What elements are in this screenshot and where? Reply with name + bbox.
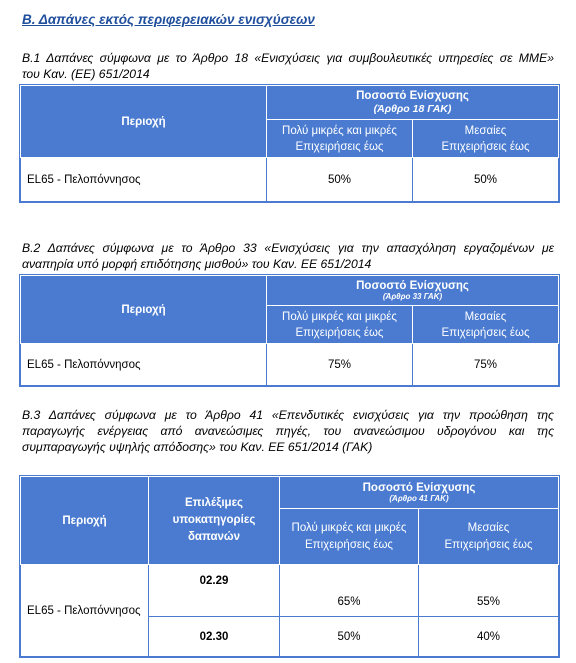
cell-medium: 50% bbox=[413, 158, 559, 202]
intro-line: Β.3 Δαπάνες σύμφωνα με το Άρθρο 41 «Επενδυτικές ενισχύσεις για την προώθηση της bbox=[22, 408, 554, 422]
cell-code: 02.29 bbox=[149, 565, 280, 617]
table-b1 bbox=[20, 85, 559, 202]
cell-region: EL65 - Πελοπόννησος bbox=[21, 344, 267, 386]
header-rate bbox=[267, 276, 559, 306]
intro-line: συμπαραγωγής υψηλής απόδοσης» του Καν. ΕΕ 651/2014 (ΓΑΚ) bbox=[22, 440, 373, 454]
cell-region: EL65 - Πελοπόννησος bbox=[21, 158, 267, 202]
section-b1-intro bbox=[22, 50, 554, 82]
header-small: Πολύ μικρές και μικρές Επιχειρήσεις έως bbox=[280, 509, 419, 565]
intro-line: αναπηρία υπό μορφή επιδότησης μισθού» του Καν. ΕΕ 651/2014 bbox=[22, 257, 372, 271]
header-rate-sub: (Άρθρο 18 ΓΑΚ) bbox=[373, 102, 452, 115]
cell-code: 02.30 bbox=[149, 617, 280, 657]
table-row bbox=[21, 565, 559, 617]
header-region: Περιοχή bbox=[21, 477, 149, 565]
header-rate-label: Ποσοστό Ενίσχυσης bbox=[356, 89, 469, 102]
header-small: Πολύ μικρές και μικρές Επιχειρήσεις έως bbox=[267, 120, 413, 158]
intro-line: παραγωγής ενέργειας από ανανεώσιμες πηγές, του ανανεώσιμου υδρογόνου και της bbox=[22, 424, 554, 438]
intro-line: Β.1 Δαπάνες σύμφωνα με το Άρθρο 18 «Ενισχύσεις για συμβουλευτικές υπηρεσίες σε ΜΜΕ» bbox=[22, 51, 554, 65]
section-b3-intro bbox=[22, 407, 554, 455]
header-rate-label: Ποσοστό Ενίσχυσης bbox=[362, 481, 476, 494]
intro-line: Β.2 Δαπάνες σύμφωνα με το Άρθρο 33 «Ενισχύσεις για την απασχόληση εργαζομένων με bbox=[22, 241, 554, 255]
header-small: Πολύ μικρές και μικρές Επιχειρήσεις έως bbox=[267, 306, 413, 344]
cell-small: 50% bbox=[280, 617, 419, 657]
header-rate bbox=[280, 477, 559, 509]
cell-small: 65% bbox=[280, 565, 419, 617]
header-rate-sub: (Άρθρο 41 ΓΑΚ) bbox=[389, 493, 449, 503]
header-rate-label: Ποσοστό Ενίσχυσης bbox=[356, 279, 469, 292]
header-subcategories: Επιλέξιμες υποκατηγορίες δαπανών bbox=[149, 477, 280, 565]
intro-line: του Καν. (ΕΕ) 651/2014 bbox=[22, 67, 150, 81]
cell-medium: 55% bbox=[419, 565, 559, 617]
table-row bbox=[21, 344, 559, 386]
cell-small: 75% bbox=[267, 344, 413, 386]
header-region: Περιοχή bbox=[21, 276, 267, 344]
header-medium: Μεσαίες Επιχειρήσεις έως bbox=[419, 509, 559, 565]
cell-region: EL65 - Πελοπόννησος bbox=[21, 565, 149, 657]
header-region: Περιοχή bbox=[21, 86, 267, 158]
header-rate bbox=[267, 86, 559, 120]
table-b3 bbox=[20, 476, 559, 657]
table-b2 bbox=[20, 275, 559, 386]
cell-medium: 40% bbox=[419, 617, 559, 657]
cell-small: 50% bbox=[267, 158, 413, 202]
cell-medium: 75% bbox=[413, 344, 559, 386]
section-heading: Β. Δαπάνες εκτός περιφερειακών ενισχύσεων bbox=[22, 12, 315, 27]
header-rate-sub: (Άρθρο 33 ΓΑΚ) bbox=[382, 291, 443, 301]
header-medium: Μεσαίες Επιχειρήσεις έως bbox=[413, 120, 559, 158]
header-medium: Μεσαίες Επιχειρήσεις έως bbox=[413, 306, 559, 344]
table-row bbox=[21, 158, 559, 202]
section-b2-intro bbox=[22, 240, 554, 272]
